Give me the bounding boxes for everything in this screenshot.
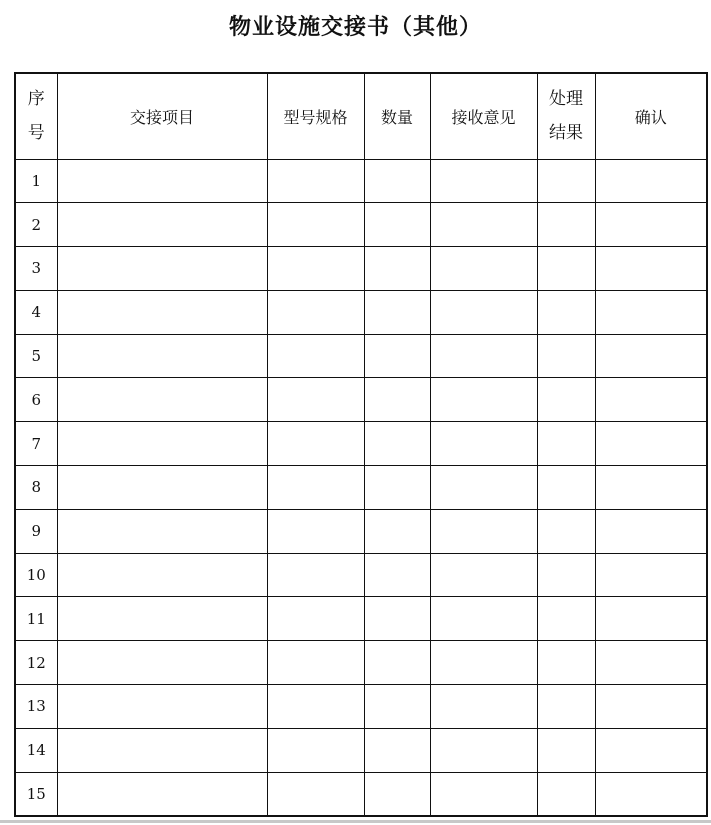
- model-cell[interactable]: [267, 641, 364, 685]
- table-row: [15, 772, 707, 816]
- table-row: [15, 685, 707, 729]
- quantity-cell[interactable]: [364, 728, 430, 772]
- result-cell[interactable]: [537, 641, 595, 685]
- table-row: [15, 247, 707, 291]
- header-result: 处理结果: [537, 73, 595, 159]
- row-number: 1: [15, 159, 57, 203]
- row-number: 2: [15, 203, 57, 247]
- table-row: [15, 159, 707, 203]
- opinion-cell[interactable]: [430, 159, 537, 203]
- confirm-cell[interactable]: [595, 334, 707, 378]
- confirm-cell[interactable]: [595, 772, 707, 816]
- confirm-cell[interactable]: [595, 290, 707, 334]
- header-opinion: 接收意见: [430, 73, 537, 159]
- model-cell[interactable]: [267, 509, 364, 553]
- result-cell[interactable]: [537, 466, 595, 510]
- row-number: 14: [15, 728, 57, 772]
- quantity-cell[interactable]: [364, 159, 430, 203]
- confirm-cell[interactable]: [595, 203, 707, 247]
- item-cell[interactable]: [57, 247, 267, 291]
- item-cell[interactable]: [57, 422, 267, 466]
- row-number: 15: [15, 772, 57, 816]
- table-row: [15, 466, 707, 510]
- header-model: 型号规格: [267, 73, 364, 159]
- opinion-cell[interactable]: [430, 509, 537, 553]
- table-row: [15, 641, 707, 685]
- result-cell[interactable]: [537, 685, 595, 729]
- table-row: [15, 553, 707, 597]
- row-number: 5: [15, 334, 57, 378]
- model-cell[interactable]: [267, 728, 364, 772]
- quantity-cell[interactable]: [364, 553, 430, 597]
- confirm-cell[interactable]: [595, 553, 707, 597]
- opinion-cell[interactable]: [430, 247, 537, 291]
- confirm-cell[interactable]: [595, 509, 707, 553]
- confirm-cell[interactable]: [595, 422, 707, 466]
- document-title: 物业设施交接书（其他）: [228, 14, 482, 40]
- result-cell[interactable]: [537, 597, 595, 641]
- quantity-cell[interactable]: [364, 247, 430, 291]
- model-cell[interactable]: [267, 290, 364, 334]
- row-number: 6: [15, 378, 57, 422]
- header-quantity: 数量: [364, 73, 430, 159]
- quantity-cell[interactable]: [364, 422, 430, 466]
- item-cell[interactable]: [57, 641, 267, 685]
- result-cell[interactable]: [537, 422, 595, 466]
- model-cell[interactable]: [267, 466, 364, 510]
- model-cell[interactable]: [267, 597, 364, 641]
- item-cell[interactable]: [57, 159, 267, 203]
- confirm-cell[interactable]: [595, 159, 707, 203]
- quantity-cell[interactable]: [364, 203, 430, 247]
- row-number: 9: [15, 509, 57, 553]
- table-row: [15, 509, 707, 553]
- result-cell[interactable]: [537, 553, 595, 597]
- item-cell[interactable]: [57, 553, 267, 597]
- table-row: [15, 290, 707, 334]
- row-number: 8: [15, 466, 57, 510]
- model-cell[interactable]: [267, 553, 364, 597]
- item-cell[interactable]: [57, 509, 267, 553]
- model-cell[interactable]: [267, 203, 364, 247]
- model-cell[interactable]: [267, 334, 364, 378]
- item-cell[interactable]: [57, 728, 267, 772]
- quantity-cell[interactable]: [364, 378, 430, 422]
- quantity-cell[interactable]: [364, 334, 430, 378]
- item-cell[interactable]: [57, 597, 267, 641]
- opinion-cell[interactable]: [430, 685, 537, 729]
- row-number: 11: [15, 597, 57, 641]
- header-row: [15, 73, 707, 159]
- quantity-cell[interactable]: [364, 290, 430, 334]
- item-cell[interactable]: [57, 203, 267, 247]
- table-row: [15, 203, 707, 247]
- opinion-cell[interactable]: [430, 641, 537, 685]
- result-cell[interactable]: [537, 290, 595, 334]
- quantity-cell[interactable]: [364, 772, 430, 816]
- result-cell[interactable]: [537, 203, 595, 247]
- quantity-cell[interactable]: [364, 641, 430, 685]
- opinion-cell[interactable]: [430, 597, 537, 641]
- row-number: 10: [15, 553, 57, 597]
- opinion-cell[interactable]: [430, 422, 537, 466]
- opinion-cell[interactable]: [430, 203, 537, 247]
- model-cell[interactable]: [267, 772, 364, 816]
- page-bottom-divider: [0, 820, 711, 823]
- table-row: [15, 597, 707, 641]
- result-cell[interactable]: [537, 247, 595, 291]
- confirm-cell[interactable]: [595, 685, 707, 729]
- result-cell[interactable]: [537, 378, 595, 422]
- table-row: [15, 728, 707, 772]
- quantity-cell[interactable]: [364, 685, 430, 729]
- table-row: [15, 378, 707, 422]
- model-cell[interactable]: [267, 247, 364, 291]
- model-cell[interactable]: [267, 378, 364, 422]
- confirm-cell[interactable]: [595, 641, 707, 685]
- quantity-cell[interactable]: [364, 466, 430, 510]
- model-cell[interactable]: [267, 159, 364, 203]
- opinion-cell[interactable]: [430, 728, 537, 772]
- confirm-cell[interactable]: [595, 466, 707, 510]
- result-cell[interactable]: [537, 159, 595, 203]
- opinion-cell[interactable]: [430, 772, 537, 816]
- row-number: 13: [15, 685, 57, 729]
- header-confirm: 确认: [595, 73, 707, 159]
- opinion-cell[interactable]: [430, 553, 537, 597]
- item-cell[interactable]: [57, 772, 267, 816]
- handover-table: [14, 72, 708, 817]
- confirm-cell[interactable]: [595, 378, 707, 422]
- row-number: 12: [15, 641, 57, 685]
- result-cell[interactable]: [537, 334, 595, 378]
- item-cell[interactable]: [57, 378, 267, 422]
- result-cell[interactable]: [537, 772, 595, 816]
- header-item: 交接项目: [57, 73, 267, 159]
- row-number: 4: [15, 290, 57, 334]
- row-number: 3: [15, 247, 57, 291]
- result-cell[interactable]: [537, 509, 595, 553]
- item-cell[interactable]: [57, 290, 267, 334]
- confirm-cell[interactable]: [595, 728, 707, 772]
- result-cell[interactable]: [537, 728, 595, 772]
- header-seq: 序号: [15, 73, 57, 159]
- item-cell[interactable]: [57, 334, 267, 378]
- confirm-cell[interactable]: [595, 597, 707, 641]
- item-cell[interactable]: [57, 685, 267, 729]
- row-number: 7: [15, 422, 57, 466]
- table-row: [15, 422, 707, 466]
- model-cell[interactable]: [267, 422, 364, 466]
- opinion-cell[interactable]: [430, 378, 537, 422]
- table-row: [15, 334, 707, 378]
- opinion-cell[interactable]: [430, 334, 537, 378]
- model-cell[interactable]: [267, 685, 364, 729]
- quantity-cell[interactable]: [364, 597, 430, 641]
- confirm-cell[interactable]: [595, 247, 707, 291]
- opinion-cell[interactable]: [430, 290, 537, 334]
- quantity-cell[interactable]: [364, 509, 430, 553]
- opinion-cell[interactable]: [430, 466, 537, 510]
- item-cell[interactable]: [57, 466, 267, 510]
